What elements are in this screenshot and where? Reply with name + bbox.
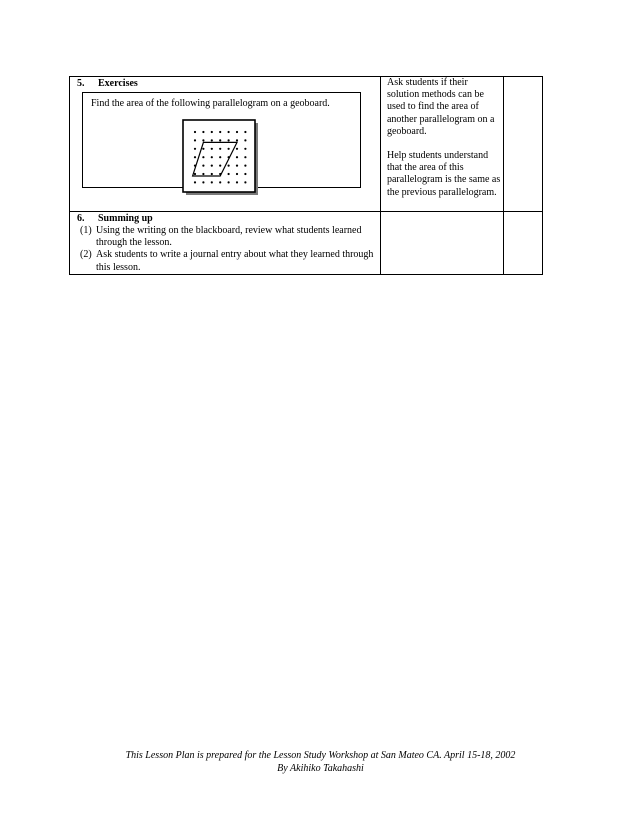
geoboard-peg bbox=[236, 165, 238, 167]
geoboard-peg bbox=[202, 165, 204, 167]
lesson-plan-table bbox=[69, 76, 543, 275]
geoboard-peg bbox=[219, 148, 221, 150]
geoboard-peg bbox=[211, 156, 213, 158]
geoboard-figure bbox=[183, 120, 258, 195]
evaluation-cell-summing-up bbox=[503, 212, 542, 275]
geoboard-peg bbox=[211, 181, 213, 183]
list-item-text: Using the writing on the blackboard, review what students learned through the lesson. bbox=[96, 225, 362, 249]
geoboard-peg bbox=[236, 148, 238, 150]
list-item bbox=[80, 249, 374, 273]
summary-list bbox=[70, 225, 380, 274]
geoboard-peg bbox=[211, 165, 213, 167]
geoboard-peg bbox=[244, 181, 246, 183]
geoboard-peg bbox=[236, 173, 238, 175]
activity-cell-exercises bbox=[70, 77, 381, 212]
notes-cell-exercises bbox=[380, 77, 503, 212]
notes-cell-summing-up bbox=[380, 212, 503, 275]
geoboard-peg bbox=[244, 139, 246, 141]
geoboard-peg bbox=[244, 165, 246, 167]
geoboard-peg bbox=[211, 131, 213, 133]
list-item-number: (1) bbox=[80, 225, 92, 236]
step-title: Summing up bbox=[98, 213, 153, 224]
geoboard-peg bbox=[194, 139, 196, 141]
geoboard-peg bbox=[244, 173, 246, 175]
geoboard-peg bbox=[228, 148, 230, 150]
geoboard-peg bbox=[211, 173, 213, 175]
activity-cell-summing-up bbox=[70, 212, 381, 275]
geoboard-peg bbox=[228, 181, 230, 183]
teacher-note-1: Ask students if their solution methods can be used to find the area of another parallelogram on a geoboard. bbox=[386, 77, 495, 137]
geoboard-peg bbox=[194, 173, 196, 175]
geoboard-peg bbox=[228, 131, 230, 133]
geoboard-peg bbox=[194, 131, 196, 133]
geoboard-peg bbox=[236, 139, 238, 141]
geoboard-peg bbox=[244, 148, 246, 150]
step-number: 5. bbox=[77, 78, 85, 89]
geoboard-peg bbox=[202, 139, 204, 141]
step-number: 6. bbox=[77, 213, 85, 224]
footer-line-2: By Akihiko Takahashi bbox=[277, 763, 364, 774]
footer-line-1: This Lesson Plan is prepared for the Lesson Study Workshop at San Mateo CA. April 15-18, 2002 bbox=[125, 750, 516, 761]
geoboard-peg bbox=[194, 148, 196, 150]
geoboard-peg bbox=[236, 131, 238, 133]
evaluation-cell-exercises bbox=[503, 77, 542, 212]
list-item-number: (2) bbox=[80, 249, 92, 261]
step-title: Exercises bbox=[98, 78, 138, 89]
geoboard-peg bbox=[228, 165, 230, 167]
geoboard-peg bbox=[228, 139, 230, 141]
geoboard-peg bbox=[211, 148, 213, 150]
geoboard-peg bbox=[244, 156, 246, 158]
table-row-summing-up bbox=[70, 212, 543, 275]
geoboard-peg bbox=[202, 148, 204, 150]
geoboard-peg bbox=[202, 181, 204, 183]
list-item-text: Ask students to write a journal entry about what they learned through this lesson. bbox=[96, 249, 374, 273]
list-item bbox=[80, 225, 374, 249]
geoboard-peg bbox=[236, 181, 238, 183]
geoboard-peg bbox=[219, 139, 221, 141]
step-heading bbox=[70, 212, 380, 225]
teacher-note-2: Help students understand that the area of this parallelogram is the same as the previous parallelogram. bbox=[386, 150, 501, 198]
exercise-box bbox=[82, 92, 361, 188]
geoboard-peg bbox=[228, 173, 230, 175]
page-footer bbox=[0, 749, 641, 775]
geoboard-peg bbox=[219, 156, 221, 158]
geoboard-peg bbox=[194, 156, 196, 158]
geoboard-peg bbox=[236, 156, 238, 158]
geoboard-peg bbox=[211, 139, 213, 141]
geoboard-peg bbox=[202, 156, 204, 158]
geoboard-peg bbox=[219, 181, 221, 183]
geoboard-peg bbox=[219, 165, 221, 167]
step-heading bbox=[70, 77, 380, 90]
geoboard-peg bbox=[219, 131, 221, 133]
geoboard-peg bbox=[244, 131, 246, 133]
geoboard-board bbox=[183, 120, 255, 192]
geoboard-peg bbox=[202, 173, 204, 175]
geoboard-peg bbox=[194, 181, 196, 183]
table-row-exercises bbox=[70, 77, 543, 212]
geoboard-peg bbox=[202, 131, 204, 133]
exercise-prompt: Find the area of the following parallelogram on a geoboard. bbox=[91, 98, 330, 109]
